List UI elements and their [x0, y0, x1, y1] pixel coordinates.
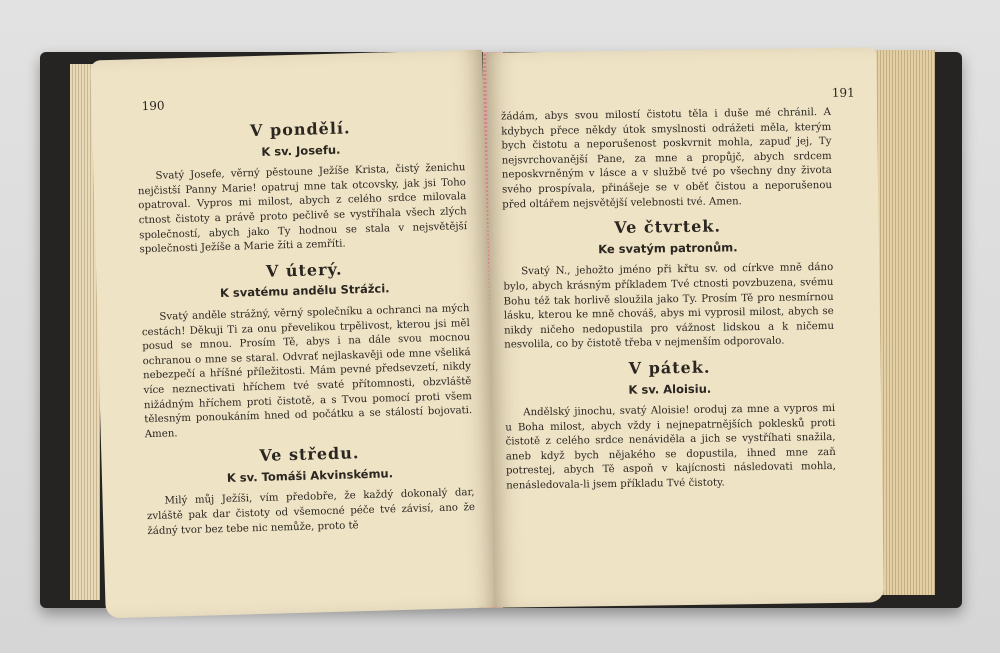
- day-heading: V pondělí.: [249, 118, 351, 141]
- prayer-section-thursday: [503, 218, 835, 353]
- prayer-section-friday: [504, 359, 836, 494]
- prayer-text: Andělský jinochu, svatý Aloisie! oroduj za mne a vypros mi u Boha milost, abych vždy i nejnepatrnějších poklesků proti čistotě z celého srdce nenáviděla a jich se vystříhati snažila, aneb když bych nějakého se dopustila, ihned mne zaň potrestej, abych Tě aspoň v kajícnosti následovati mohla, nenásledovala-li jsem příkladu Tvé čistoty.: [505, 403, 837, 492]
- page-number: 191: [831, 85, 855, 100]
- prayer-continuation-text: žádám, abys svou milostí čistotu těla i duše mé chránil. A kdybych přece někdy útok smyslnosti odrážeti měla, kterým bych čistotu a neporušenost poskvrnit mohla, zapuď jej, Ty nejsvrchovanější Pane, za mne a propůjč, abych srdcem neposkvrněným v lásce a v službě tvé po všechny dny života svého prospívala, přinášeje se v oběť čistou a neporušenou před oltářem nejsvětější velebnosti tvé. Amen.: [500, 106, 833, 211]
- saint-heading: K svatému andělu Strážci.: [219, 281, 390, 301]
- right-page-edges: [875, 50, 935, 595]
- page-number: 190: [141, 98, 165, 114]
- right-page-content: [501, 106, 836, 500]
- prayer-text: Svatý anděle strážný, věrný společníku a ochranci na mých cestách! Děkuji Ti za onu převelikou trpělivost, kterou jsi měl posud se mnou. Prosím Tě, abys i na dále svou mocnou ochranou o mne se staral. Odvrať nejlaskavěji ode mne všeliká nebezpečí a hříšné příležitosti. Mám pevné předsevzetí, nikdy více neznectivati hříchem tvé svaté přítomnosti, obzvláště nižádným hříchem proti čistotě, a s Tvou pomocí proti všem tělesným ponoukáním hned od počátku a se stálostí bojovati. Amen.: [141, 303, 473, 440]
- saint-heading: K sv. Tomáši Akvinskému.: [226, 466, 394, 485]
- saint-heading: K sv. Aloisiu.: [628, 381, 712, 397]
- saint-heading: Ke svatým patronům.: [598, 240, 738, 256]
- day-heading: V pátek.: [628, 357, 711, 378]
- prayer-text: Svatý Josefe, věrný pěstoune Ježíše Krista, čistý ženichu nejčistší Panny Marie! opatruj mne tak otcovsky, jak jsi Toho opatroval. Vypros mi milost, abych z celého srdce milovala ctnost čistoty a právě proto pečlivě se vystříhala všech zlých společností, abych jako Ty hodnou se stala v nejsvětější společnosti Ježíše a Marie žíti a zemříti.: [137, 162, 468, 256]
- day-heading: Ve čtvrtek.: [614, 216, 722, 238]
- prayer-section-wednesday: [145, 443, 475, 539]
- saint-heading: K sv. Josefu.: [261, 142, 341, 159]
- day-heading: V úterý.: [265, 259, 343, 281]
- right-page: [486, 47, 884, 607]
- left-page: [90, 50, 497, 619]
- day-heading: Ve středu.: [259, 443, 360, 466]
- left-page-content: [136, 108, 476, 545]
- prayer-text: Svatý N., jehožto jméno při křtu sv. od církve mně dáno bylo, abych krásným příkladem Tvé ctnosti povzbuzena, svému Bohu též tak horlivě sloužila jako Ty. Prosím Tě pro nesmírnou lásku, kterou ke mně chováš, abys mi vyprosil milost, abych se nikdy ničeho nedopustila pro vážnost lidskou a k ničemu nesvolila, co by čistotě třeba v nejmenším odporovalo.: [503, 262, 835, 351]
- prayer-text: Milý můj Ježíši, vím předobře, že každý dokonalý dar, zvláště pak dar čistoty od všemocné péče tvé závisí, ano že žádný tvor bez tebe nic nemůže, proto tě: [146, 487, 476, 537]
- prayer-section-monday: [136, 118, 468, 258]
- prayer-section-tuesday: [140, 259, 473, 443]
